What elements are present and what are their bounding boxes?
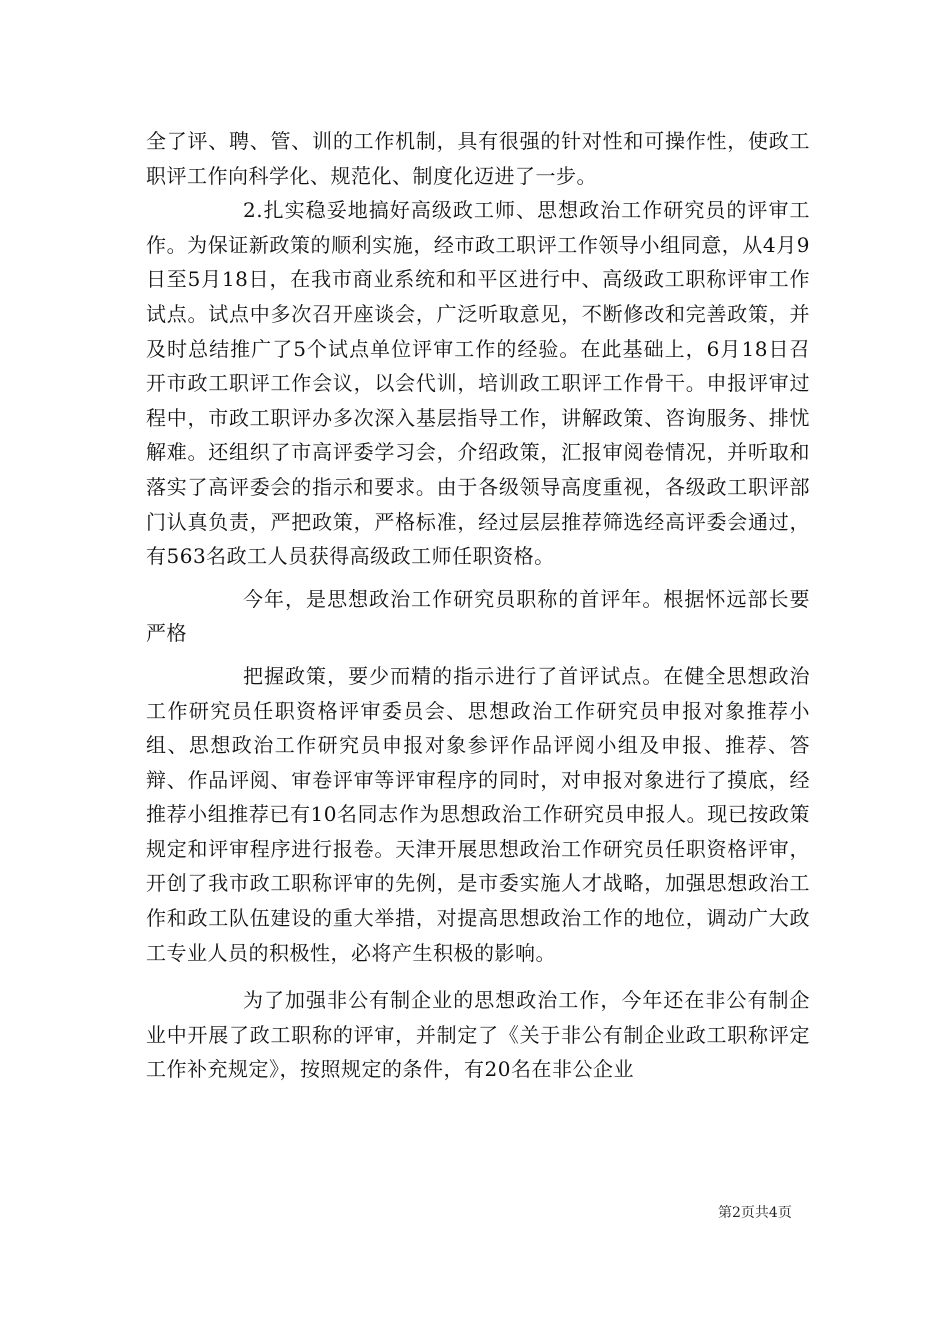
- paragraph-continuation: 全了评、聘、管、训的工作机制，具有很强的针对性和可操作性，使政工职评工作向科学化、规范化、制度化迈进了一步。: [146, 129, 810, 188]
- page-number: 第2页共4页: [718, 1205, 792, 1221]
- paragraph-first-evaluation-year: 今年，是思想政治工作研究员职称的首评年。根据怀远部长要严格: [146, 586, 810, 646]
- paragraph-senior-evaluation: 2.扎实稳妥地搞好高级政工师、思想政治工作研究员的评审工作。为保证新政策的顺利实施，经市政工职评工作领导小组同意，从4月9日至5月18日，在我市商业系统和和平区进行中、高级政工职称评审工作试点。试点中多次召开座谈会，广泛听取意见，不断修改和完善政策，并及时总结推广了5个试点单位评审工作的经验。在此基础上，6月18日召开市政工职评工作会议，以会代训，培训政工职评工作骨干。申报评审过程中，市政工职评办多次深入基层指导工作，讲解政策、咨询服务、排忧解难。还组织了市高评委学习会，介绍政策，汇报审阅卷情况，并听取和落实了高评委会的指示和要求。由于各级领导高度重视，各级政工职评部门认真负责，严把政策，严格标准，经过层层推荐筛选经高评委会通过，有563名政工人员获得高级政工师任职资格。: [146, 198, 810, 569]
- paragraph-pilot-evaluation: 把握政策，要少而精的指示进行了首评试点。在健全思想政治工作研究员任职资格评审委员会、思想政治工作研究员申报对象推荐小组、思想政治工作研究员申报对象参评作品评阅小组及申报、推荐、答辩、作品评阅、审卷评审等评审程序的同时，对申报对象进行了摸底，经推荐小组推荐已有10名同志作为思想政治工作研究员申报人。现已按政策规定和评审程序进行报卷。天津开展思想政治工作研究员任职资格评审，开创了我市政工职称评审的先例，是市委实施人才战略，加强思想政治工作和政工队伍建设的重大举措，对提高思想政治工作的地位，调动广大政工专业人员的积极性，必将产生积极的影响。: [146, 663, 810, 965]
- document-body: [146, 124, 810, 1087]
- paragraph-non-public-enterprises: 为了加强非公有制企业的思想政治工作，今年还在非公有制企业中开展了政工职称的评审，并制定了《关于非公有制企业政工职称评定工作补充规定》，按照规定的条件，有20名在非公企业: [146, 988, 810, 1082]
